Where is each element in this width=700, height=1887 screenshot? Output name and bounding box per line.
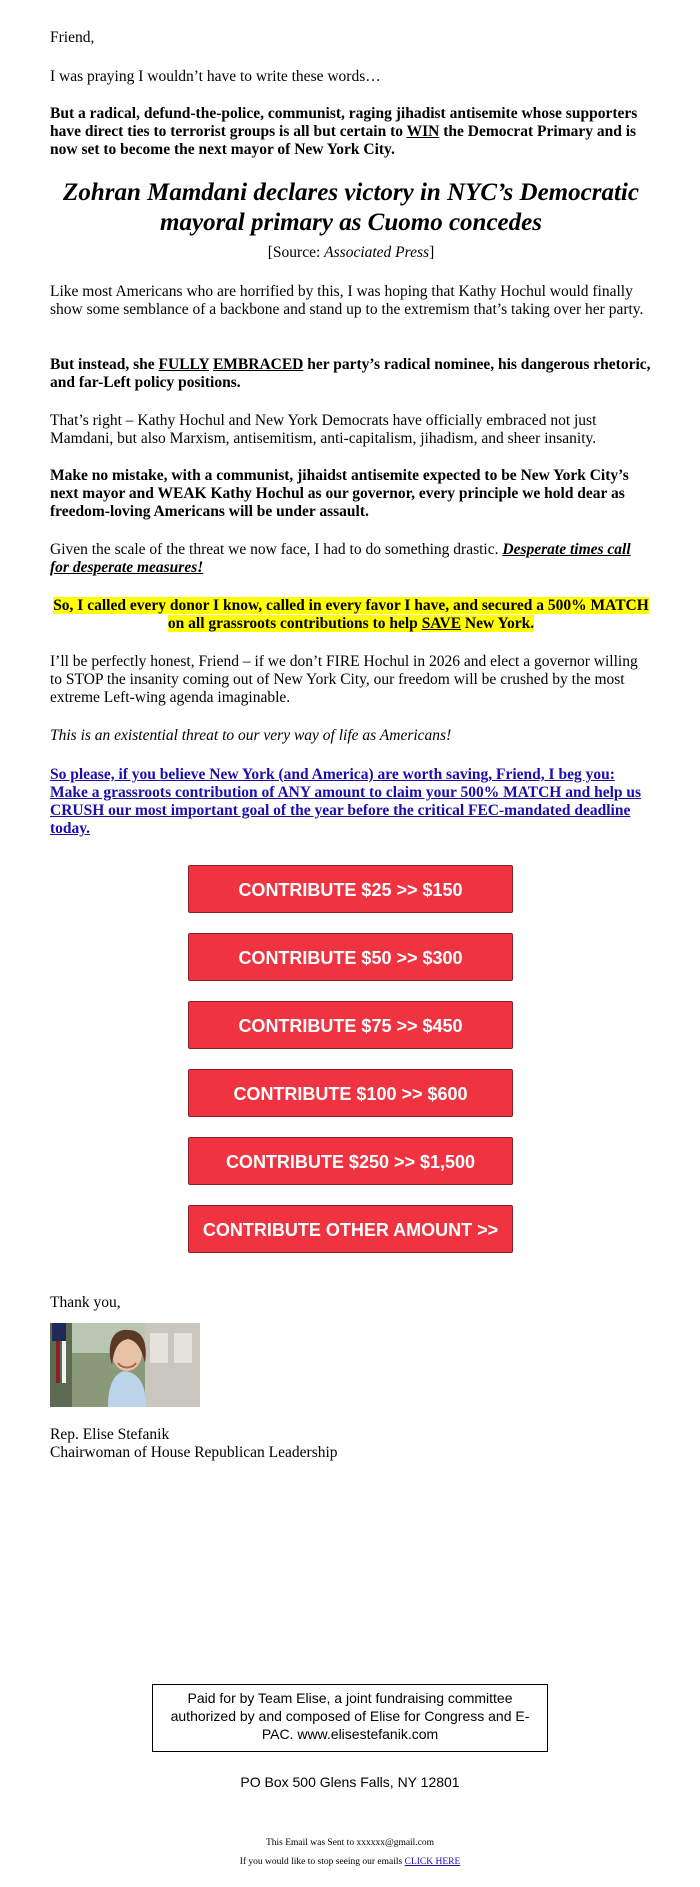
contribute-100-button[interactable]: CONTRIBUTE $100 >> $600: [188, 1069, 513, 1117]
contribute-250-button[interactable]: CONTRIBUTE $250 >> $1,500: [188, 1137, 513, 1185]
instead-text-end: her party’s radical nominee, his dangerous rhetoric, and far-Left policy positions.: [50, 356, 651, 391]
called-text: So, I called every donor I know, called in every favor I have, and secured a 500% MATCH on all grassroots contributions to help: [53, 597, 649, 632]
paragraph-given: [50, 541, 652, 577]
embraced-emphasis: EMBRACED: [212, 356, 304, 373]
contribute-other-button[interactable]: CONTRIBUTE OTHER AMOUNT >>: [188, 1205, 513, 1253]
signer-name: Rep. Elise Stefanik: [50, 1426, 170, 1443]
thank-you: Thank you,: [50, 1294, 121, 1311]
mailing-address: PO Box 500 Glens Falls, NY 12801: [240, 1774, 460, 1790]
paragraph-right: That’s right – Kathy Hochul and New York Democrats have officially embraced not just Mamdani, but also Marxism, antisemitism, anti-capitalism, jihadism, and sheer insanity.: [50, 412, 597, 447]
fully-emphasis: FULLY: [158, 356, 210, 373]
radical-text-end: the Democrat Primary and is now set to become the next mayor of New York City.: [50, 123, 637, 158]
paragraph-radical: [50, 105, 652, 159]
source-suffix: ]: [429, 244, 435, 261]
paragraph-mistake: Make no mistake, with a communist, jihaidst antisemite expected to be New York City’s next mayor and WEAK Kathy Hochul as our governor, every principle we hold dear as freedom-loving Americans will be under assault.: [50, 467, 629, 520]
paragraph-praying: I was praying I wouldn’t have to write these words…: [50, 68, 381, 85]
paragraph-instead: [50, 356, 652, 392]
source-citation: [50, 244, 652, 262]
unsubscribe-notice: [0, 1857, 700, 1867]
save-emphasis: SAVE: [421, 615, 462, 632]
called-text-end: New York.: [461, 615, 535, 632]
salutation: Friend,: [50, 29, 95, 46]
sent-to-notice: This Email was Sent to xxxxxx@gmail.com: [265, 1838, 435, 1848]
source-prefix: [Source:: [267, 244, 325, 261]
contribute-50-button[interactable]: CONTRIBUTE $50 >> $300: [188, 933, 513, 981]
unsubscribe-text: If you would like to stop seeing our emails: [239, 1857, 405, 1867]
contribute-25-button[interactable]: CONTRIBUTE $25 >> $150: [188, 865, 513, 913]
signer-photo: [50, 1323, 200, 1407]
headline: Zohran Mamdani declares victory in NYC’s Democratic mayoral primary as Cuomo concedes: [63, 179, 639, 236]
contribute-link-paragraph[interactable]: So please, if you believe New York (and America) are worth saving, Friend, I beg you: Make a grassroots contribution of ANY amount to claim your 500% MATCH and help us CRUSH our most important goal of the year before the critical FEC-mandated deadline today.: [50, 766, 642, 837]
signer-title: Chairwoman of House Republican Leadership: [50, 1444, 338, 1461]
radical-text: But a radical, defund-the-police, communist, raging jihadist antisemite whose supporters have direct ties to terrorist groups is all but certain to: [50, 105, 638, 140]
paragraph-threat: This is an existential threat to our very way of life as Americans!: [50, 727, 452, 744]
portrait-image: [50, 1323, 200, 1407]
contribute-75-button[interactable]: CONTRIBUTE $75 >> $450: [188, 1001, 513, 1049]
paid-for-disclaimer: Paid for by Team Elise, a joint fundraising committee authorized by and composed of Elise for Congress and E-PAC. www.elisestefanik.com: [152, 1684, 548, 1752]
unsubscribe-link[interactable]: CLICK HERE: [404, 1857, 461, 1867]
instead-text: But instead, she: [50, 356, 159, 373]
given-text: Given the scale of the threat we now face, I had to do something drastic.: [50, 541, 503, 558]
paragraph-like: Like most Americans who are horrified by this, I was hoping that Kathy Hochul would finally show some semblance of a backbone and stand up to the extremism that’s taking over her party.: [50, 283, 644, 318]
win-emphasis: WIN: [406, 123, 440, 140]
desperate-emphasis: Desperate times call for desperate measures!: [50, 541, 631, 576]
paragraph-honest: I’ll be perfectly honest, Friend – if we don’t FIRE Hochul in 2026 and elect a governor willing to STOP the insanity coming out of New York City, our freedom will be crushed by the most extreme Left-wing agenda imaginable.: [50, 653, 638, 706]
paragraph-called: [50, 597, 652, 633]
source-name: Associated Press: [324, 244, 430, 261]
